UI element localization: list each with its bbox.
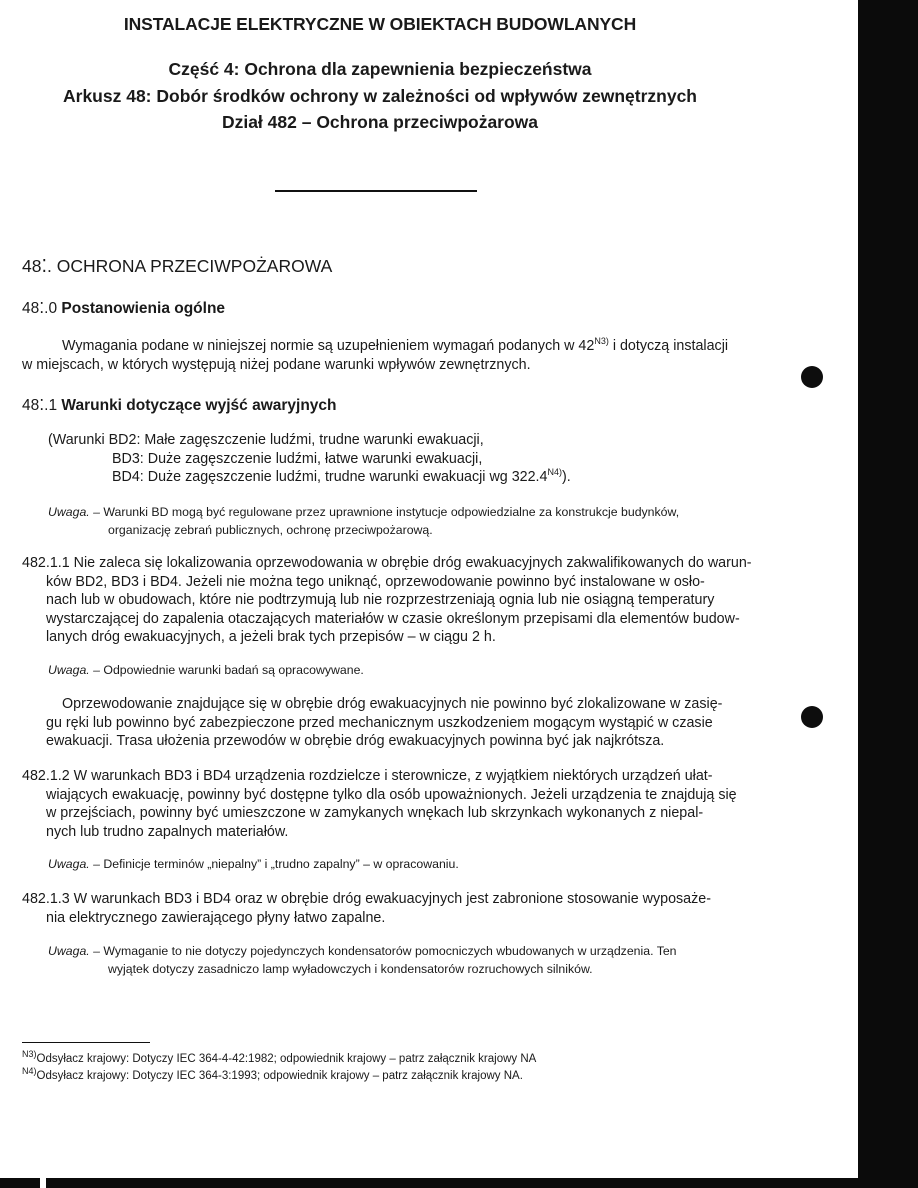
text: w przejściach, powinny być umieszczone w zamykanych wnękach lub skrzynkach wykonanych z niepal- <box>46 805 704 821</box>
footnote-n3 <box>22 1049 537 1065</box>
sheet-title: Arkusz 48: Dobór środków ochrony w zależności od wpływów zewnętrznych <box>63 86 697 106</box>
punch-hole <box>801 706 823 728</box>
subsection-title: Warunki dotyczące wyjść awaryjnych <box>61 397 337 414</box>
scan-edge-highlight <box>852 0 858 1188</box>
header-divider <box>275 190 477 192</box>
paragraph-general <box>22 337 728 374</box>
text: w miejscach, w których występują niżej podane warunki wpływów zewnętrznych. <box>22 356 531 373</box>
paragraph-482-1-2 <box>22 767 737 841</box>
footnote-mark: N3) <box>22 1049 37 1060</box>
text: gu ręki lub powinno być zabezpieczone przed mechanicznym uszkodzeniem mogącym wystąpić w czasie <box>46 714 713 731</box>
section-heading <box>22 256 332 277</box>
text: Warunki BD mogą być regulowane przez uprawnione instytucje odpowiedzialne za konstrukcje budynków, <box>103 505 680 519</box>
text: ). <box>562 469 571 485</box>
condition-bd4: BD4: Duże zagęszczenie ludźmi, trudne warunki ewakuacji wg 322.4 <box>112 469 548 485</box>
footnote-mark: N4) <box>22 1066 37 1077</box>
footnote-ref-n4: N4) <box>547 467 562 478</box>
punch-hole <box>801 366 823 388</box>
footnote-divider <box>22 1042 150 1043</box>
text: Odpowiednie warunki badań są opracowywane. <box>103 663 364 677</box>
note-bd <box>48 503 679 539</box>
scan-edge-gap <box>40 1178 46 1188</box>
scan-edge-bottom <box>0 1178 918 1188</box>
condition-bd3: BD3: Duże zagęszczenie ludźmi, łatwe warunki ewakuacji, <box>112 450 483 467</box>
subsection-heading-482-0 <box>22 299 225 318</box>
text: nia elektrycznego zawierającego płyny łatwo zapalne. <box>46 909 386 926</box>
text: Wymagania podane w niniejszej normie są uzupełnieniem wymagań podanych w 42 <box>62 338 595 354</box>
paragraph-482-1-1 <box>22 554 752 647</box>
subsection-number: 48⁚.1 <box>22 397 58 414</box>
footnote-n4 <box>22 1066 523 1082</box>
footnote-text: Odsyłacz krajowy: Dotyczy IEC 364-3:1993; odpowiednik krajowy – patrz załącznik krajowy NA. <box>36 1070 523 1082</box>
text: 482.1.2 W warunkach BD3 i BD4 urządzenia rozdzielcze i sterownicze, z wyjątkiem niektórych urządzeń ułat- <box>22 768 713 784</box>
note-label: Uwaga. – <box>48 663 100 677</box>
text: ewakuacji. Trasa ułożenia przewodów w obrębie dróg ewakuacyjnych powinna być jak najkrótsza. <box>46 733 665 749</box>
text: ków BD2, BD3 i BD4. Jeżeli nie można tego uniknąć, oprzewodowanie powinno być instalowane w osło- <box>46 573 705 590</box>
footnote-ref-n3: N3) <box>594 336 609 347</box>
note-label: Uwaga. – <box>48 857 100 871</box>
text: nach lub w obudowach, które nie podtrzymują lub nie rozprzestrzeniają ognia lub nie osiągną temperatury <box>46 592 715 608</box>
text: 482.1.3 W warunkach BD3 i BD4 oraz w obrębie dróg ewakuacyjnych jest zabronione stosowanie wyposaże- <box>22 891 711 907</box>
text: wyjątek dotyczy zasadniczo lamp wyładowczych i kondensatorów rozruchowych silników. <box>108 962 593 976</box>
part-title: Część 4: Ochrona dla zapewnienia bezpieczeństwa <box>168 59 592 79</box>
text: organizację zebrań publicznych, ochronę przeciwpożarową. <box>108 523 433 537</box>
note-label: Uwaga. – <box>48 944 100 958</box>
text: Definicje terminów „niepalny” i „trudno zapalny” – w opracowaniu. <box>103 857 459 871</box>
note-label: Uwaga. – <box>48 505 100 519</box>
scan-edge-right <box>856 0 918 1188</box>
text: Wymaganie to nie dotyczy pojedynczych kondensatorów pomocniczych wbudowanych w urządzenia. Ten <box>103 944 677 958</box>
subsection-heading-482-1 <box>22 396 337 415</box>
paragraph-482-1-3 <box>22 890 711 927</box>
subsection-number: 48⁚.0 <box>22 300 58 317</box>
condition-bd2: (Warunki BD2: Małe zagęszczenie ludźmi, trudne warunki ewakuacji, <box>48 432 484 448</box>
text: wystarczającej do zapalenia otaczających materiałów w czasie określonym przepisami dla elementów budow- <box>46 610 740 627</box>
text: nych lub trudno zapalnych materiałów. <box>46 823 289 840</box>
conditions-list <box>48 431 571 487</box>
note-tests <box>48 661 364 679</box>
division-title: Dział 482 – Ochrona przeciwpożarowa <box>221 112 539 132</box>
subsection-title: Postanowienia ogólne <box>61 300 226 317</box>
text: lanych dróg ewakuacyjnych, a jeżeli brak tych przepisów – w ciągu 2 h. <box>46 629 496 645</box>
text: wiających ewakuację, powinny być dostępne tylko dla osób upoważnionych. Jeżeli urządzenia te znajdują się <box>46 786 737 803</box>
document-title: INSTALACJE ELEKTRYCZNE W OBIEKTACH BUDOWLANYCH <box>123 14 637 34</box>
footnote-text: Odsyłacz krajowy: Dotyczy IEC 364-4-42:1982; odpowiednik krajowy – patrz załącznik krajowy NA <box>36 1053 537 1065</box>
note-capacitors <box>48 942 677 978</box>
note-definitions <box>48 855 459 873</box>
section-number: 48⁚. <box>22 256 52 276</box>
text: i dotyczą instalacji <box>608 338 729 354</box>
paragraph-wiring-reach <box>22 695 722 751</box>
text: Oprzewodowanie znajdujące się w obrębie dróg ewakuacyjnych nie powinno być zlokalizowane w zasię- <box>62 696 723 712</box>
section-title: OCHRONA PRZECIWPOŻAROWA <box>56 256 333 276</box>
text: 482.1.1 Nie zaleca się lokalizowania oprzewodowania w obrębie dróg ewakuacyjnych zakwalifikowanych do warun- <box>22 555 752 571</box>
